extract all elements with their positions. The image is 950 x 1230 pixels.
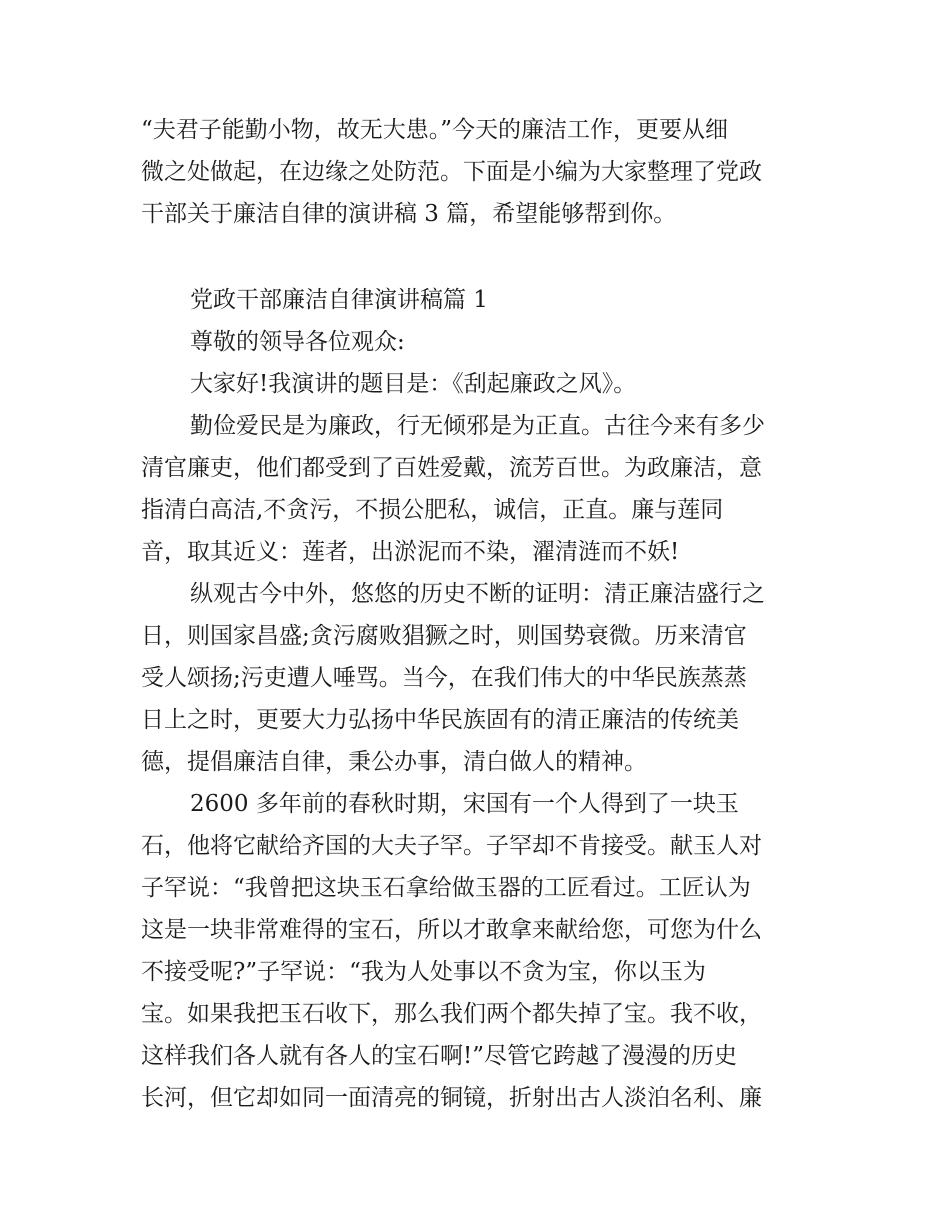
paragraph-line: 不接受呢?”子罕说：“我为人处事以不贪为宝，你以玉为 xyxy=(141,959,706,985)
paragraph-line: 日上之时，更要大力弘扬中华民族固有的清正廉洁的传统美 xyxy=(141,707,739,733)
paragraph-line: 指清白高洁,不贪污，不损公肥私，诚信，正直。廉与莲同 xyxy=(141,497,724,523)
section-title: 党政干部廉洁自律演讲稿篇 1 xyxy=(190,287,488,313)
intro-line: 干部关于廉洁自律的演讲稿 3 篇，希望能够帮到你。 xyxy=(141,201,677,227)
paragraph-line: 长河，但它却如同一面清亮的铜镜，折射出古人淡泊名利、廉 xyxy=(141,1085,762,1111)
paragraph-line: 勤俭爱民是为廉政，行无倾邪是为正直。古往今来有多少 xyxy=(190,413,765,439)
paragraph-line: 受人颂扬;污吏遭人唾骂。当今，在我们伟大的中华民族蒸蒸 xyxy=(141,665,747,691)
paragraph-line: 纵观古今中外，悠悠的历史不断的证明：清正廉洁盛行之 xyxy=(190,581,765,607)
paragraph-line: 2600 多年前的春秋时期，宋国有一个人得到了一块玉 xyxy=(190,791,739,817)
paragraph-line: 音，取其近义：莲者，出淤泥而不染，濯清涟而不妖! xyxy=(141,539,680,565)
paragraph-line: 清官廉吏，他们都受到了百姓爱戴，流芳百世。为政廉洁，意 xyxy=(141,455,762,481)
intro-line: 微之处做起，在边缘之处防范。下面是小编为大家整理了党政 xyxy=(141,159,762,185)
paragraph-line: 石，他将它献给齐国的大夫子罕。子罕却不肯接受。献玉人对 xyxy=(141,833,762,859)
paragraph-line: 德，提倡廉洁自律，秉公办事，清白做人的精神。 xyxy=(141,749,647,775)
paragraph-line: 宝。如果我把玉石收下，那么我们两个都失掉了宝。我不收， xyxy=(141,1001,762,1027)
paragraph-line: 这样我们各人就有各人的宝石啊!”尽管它跨越了漫漫的历史 xyxy=(141,1043,738,1069)
salutation: 尊敬的领导各位观众: xyxy=(190,329,405,355)
paragraph-line: 日，则国家昌盛;贪污腐败猖獗之时，则国势衰微。历来清官 xyxy=(141,623,747,649)
paragraph-line: 这是一块非常难得的宝石，所以才敢拿来献给您，可您为什么 xyxy=(141,917,762,943)
intro-line: “夫君子能勤小物，故无大患。”今天的廉洁工作，更要从细 xyxy=(141,117,729,143)
paragraph-line: 子罕说：“我曾把这块玉石拿给做玉器的工匠看过。工匠认为 xyxy=(141,875,751,901)
greeting: 大家好!我演讲的题目是：《刮起廉政之风》。 xyxy=(190,371,637,397)
